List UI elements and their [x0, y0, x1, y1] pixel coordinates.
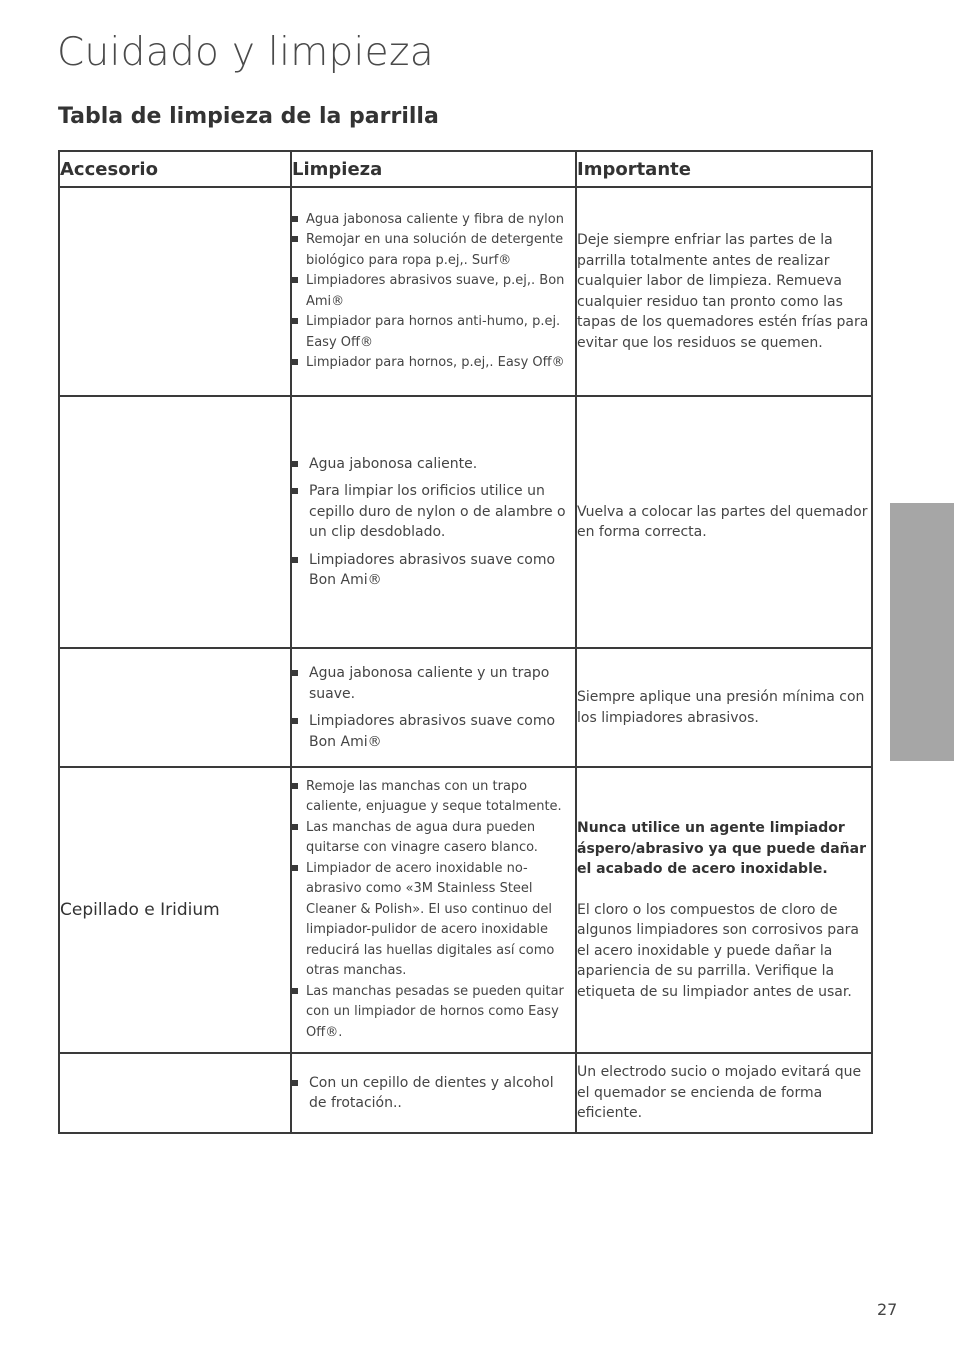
cleaning-list	[292, 210, 575, 374]
accessory-cell: Cepillado e Iridium	[59, 767, 291, 1053]
list-item: Limpiador de acero inoxidable no- abrasivo como «3M Stainless Steel Cleaner & Polish». El uso continuo del limpiador-pulidor de acero inoxidable reducirá las huellas digitales así como otras manchas.	[292, 859, 575, 982]
important-cell	[576, 767, 872, 1053]
cleaning-list	[292, 663, 575, 752]
important-text: Un electrodo sucio o mojado evitará que el quemador se encienda de forma eficiente.	[577, 1064, 862, 1122]
section-tab-marker	[890, 503, 954, 761]
accessory-cell	[59, 648, 291, 767]
list-item: Con un cepillo de dientes y alcohol de frotación..	[292, 1073, 575, 1114]
list-item: Remojar en una solución de detergente biológico para ropa p.ej,. Surf®	[292, 230, 575, 271]
header-important: Importante	[576, 151, 872, 187]
table-row	[59, 396, 872, 648]
accessory-cell	[59, 187, 291, 396]
cleaning-cell	[291, 187, 576, 396]
cleaning-cell	[291, 648, 576, 767]
important-warning: Nunca utilice un agente limpiador áspero/abrasivo ya que puede dañar el acabado de acero inoxidable.	[577, 820, 866, 877]
list-item: Limpiador para hornos anti-humo, p.ej. Easy Off®	[292, 312, 575, 353]
header-cleaning: Limpieza	[291, 151, 576, 187]
accessory-cell	[59, 1053, 291, 1133]
cleaning-list	[292, 777, 575, 1044]
cleaning-list	[292, 1073, 575, 1114]
list-item: Limpiadores abrasivos suave como Bon Ami®	[292, 550, 575, 591]
important-cell	[576, 187, 872, 396]
list-item: Agua jabonosa caliente.	[292, 454, 575, 475]
cleaning-cell	[291, 767, 576, 1053]
important-cell	[576, 1053, 872, 1133]
important-text: El cloro o los compuestos de cloro de algunos limpiadores son corrosivos para el acero inoxidable y puede dañar la apariencia de su parrilla. Verifique la etiqueta de su limpiador antes de usar.	[577, 901, 859, 1000]
table-row	[59, 1053, 872, 1133]
list-item: Limpiadores abrasivos suave como Bon Ami®	[292, 711, 575, 752]
page-title: Cuidado y limpieza	[57, 30, 434, 75]
important-cell	[576, 396, 872, 648]
important-cell	[576, 648, 872, 767]
important-text: Vuelva a colocar las partes del quemador en forma correcta.	[577, 503, 868, 540]
important-text: Siempre aplique una presión mínima con los limpiadores abrasivos.	[577, 689, 865, 726]
list-item: Agua jabonosa caliente y un trapo suave.	[292, 663, 575, 704]
list-item: Las manchas de agua dura pueden quitarse con vinagre casero blanco.	[292, 818, 575, 859]
header-accessory: Accesorio	[59, 151, 291, 187]
list-item: Las manchas pesadas se pueden quitar con un limpiador de hornos como Easy Off®.	[292, 982, 575, 1044]
table-row	[59, 648, 872, 767]
table-row	[59, 187, 872, 396]
list-item: Limpiadores abrasivos suave, p.ej,. Bon Ami®	[292, 271, 575, 312]
list-item: Limpiador para hornos, p.ej,. Easy Off®	[292, 353, 575, 374]
list-item: Remoje las manchas con un trapo caliente, enjuague y seque totalmente.	[292, 777, 575, 818]
table-header-row	[59, 151, 872, 187]
cleaning-list	[292, 454, 575, 591]
list-item: Para limpiar los orificios utilice un cepillo duro de nylon o de alambre o un clip desdoblado.	[292, 481, 575, 543]
important-text: Deje siempre enfriar las partes de la parrilla totalmente antes de realizar cualquier labor de limpieza. Remueva cualquier residuo tan pronto como las tapas de los quemadores estén frías para evitar que los residuos se quemen.	[577, 232, 869, 351]
list-item: Agua jabonosa caliente y fibra de nylon	[292, 210, 575, 231]
section-title: Tabla de limpieza de la parrilla	[58, 104, 439, 129]
cleaning-cell	[291, 1053, 576, 1133]
accessory-cell	[59, 396, 291, 648]
cleaning-cell	[291, 396, 576, 648]
cleaning-table	[58, 150, 873, 1134]
table-row	[59, 767, 872, 1053]
page-number: 27	[877, 1300, 898, 1319]
